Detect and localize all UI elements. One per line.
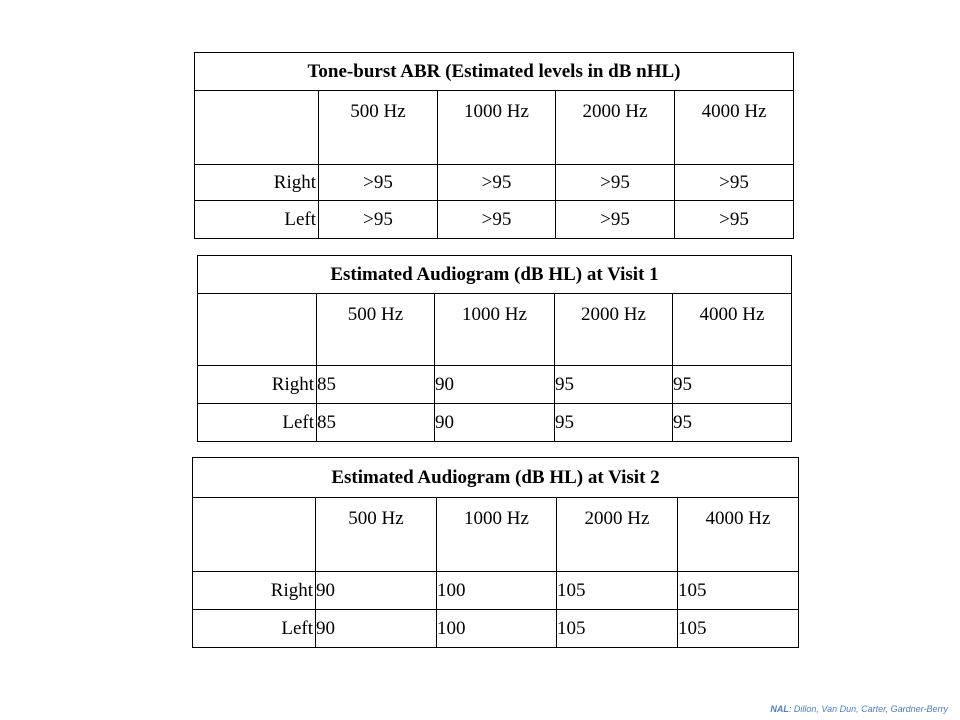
ear-label: Right [198,366,317,404]
ear-label: Right [193,572,316,610]
value-cell: 95 [673,366,792,404]
value-cell: 95 [555,404,673,442]
freq-header: 4000 Hz [678,498,799,572]
ear-label: Left [193,610,316,648]
ear-label: Left [195,201,319,239]
abr-table [194,52,794,239]
freq-header: 500 Hz [316,498,437,572]
value-cell: 90 [435,404,555,442]
freq-header: 1000 Hz [437,498,557,572]
value-cell: 105 [557,610,678,648]
value-cell: >95 [556,201,675,239]
credit-authors: : Dillon, Van Dun, Carter, Gardner-Berry [788,704,948,714]
value-cell: 85 [317,404,435,442]
value-cell: >95 [556,165,675,201]
blank-cell [198,294,317,366]
value-cell: >95 [675,201,794,239]
value-cell: 105 [678,610,799,648]
value-cell: 95 [555,366,673,404]
value-cell: 100 [437,572,557,610]
value-cell: >95 [319,165,438,201]
visit1-audiogram-table [197,255,792,442]
freq-header: 2000 Hz [556,91,675,165]
freq-header: 4000 Hz [675,91,794,165]
value-cell: 105 [678,572,799,610]
freq-header: 1000 Hz [438,91,556,165]
table-title: Tone-burst ABR (Estimated levels in dB nHL) [195,53,794,91]
freq-header: 1000 Hz [435,294,555,366]
value-cell: 90 [435,366,555,404]
freq-header: 2000 Hz [555,294,673,366]
value-cell: 100 [437,610,557,648]
value-cell: 85 [317,366,435,404]
table-title: Estimated Audiogram (dB HL) at Visit 1 [198,256,792,294]
value-cell: 105 [557,572,678,610]
table-title: Estimated Audiogram (dB HL) at Visit 2 [193,458,799,498]
credit-org: NAL [770,704,789,714]
freq-header: 500 Hz [319,91,438,165]
ear-label: Right [195,165,319,201]
value-cell: >95 [438,165,556,201]
value-cell: >95 [438,201,556,239]
visit2-audiogram-table [192,457,799,648]
freq-header: 2000 Hz [557,498,678,572]
value-cell: 90 [316,610,437,648]
value-cell: >95 [319,201,438,239]
blank-cell [195,91,319,165]
value-cell: 95 [673,404,792,442]
blank-cell [193,498,316,572]
ear-label: Left [198,404,317,442]
freq-header: 4000 Hz [673,294,792,366]
credit-footnote [770,704,948,714]
value-cell: 90 [316,572,437,610]
value-cell: >95 [675,165,794,201]
freq-header: 500 Hz [317,294,435,366]
